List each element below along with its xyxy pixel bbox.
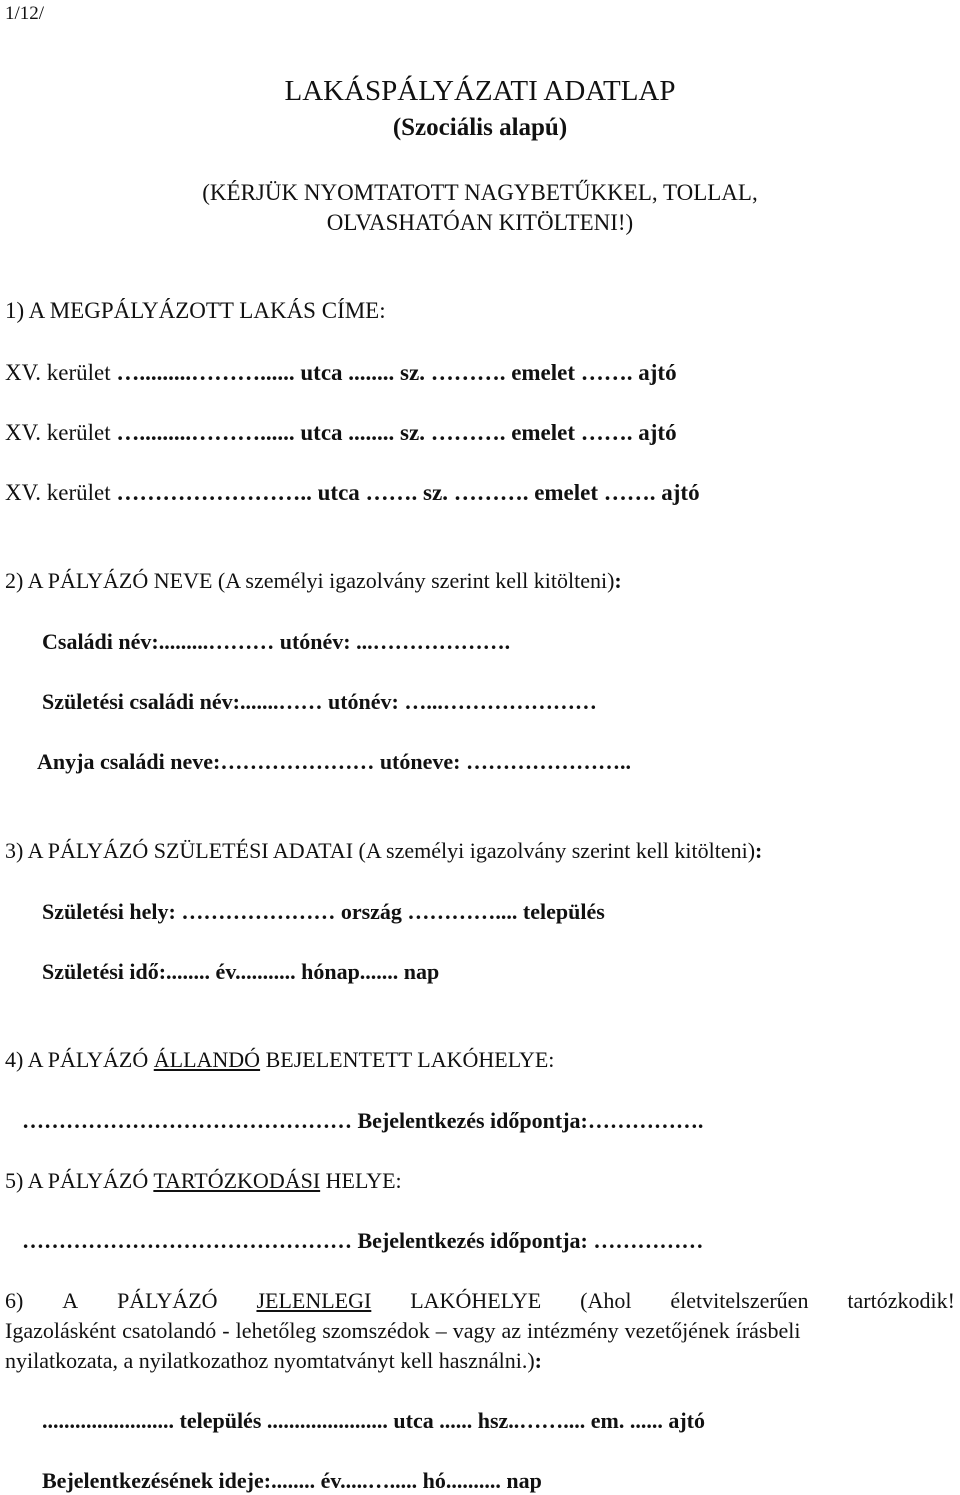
- address-fill: ….........………...... utca ........ sz. ………. emelet ……. ajtó: [110, 420, 677, 445]
- section-6-word-underlined: JELENLEGI: [256, 1288, 372, 1313]
- address-prefix: XV. kerület: [5, 360, 111, 385]
- section-6-note-line-2: Igazolásként csatolandó - lehetőleg szomszédok – vagy az intézmény vezetőjének írásbeli: [5, 1318, 801, 1343]
- section-6-note-line-3: [5, 1350, 542, 1372]
- address-line: [5, 421, 677, 444]
- section-3-heading: [5, 840, 762, 862]
- address-prefix: XV. kerület: [5, 480, 111, 505]
- section-3-heading-colon: :: [755, 838, 763, 863]
- address-prefix: XV. kerület: [5, 420, 111, 445]
- section-6-note-word: tartózkodik!: [847, 1288, 955, 1313]
- section-6-word: LAKÓHELYE: [410, 1288, 542, 1313]
- section-4-heading-b: BEJELENTETT LAKÓHELYE:: [260, 1047, 555, 1072]
- address-fill: ….........………...... utca ........ sz. ………. emelet ……. ajtó: [110, 360, 677, 385]
- address-line: [5, 481, 700, 504]
- section-2-heading: [5, 570, 622, 592]
- section-4-heading-a: 4) A PÁLYÁZÓ: [5, 1047, 154, 1072]
- page-number: 1/12/: [5, 3, 45, 24]
- address-fill: …………………….. utca ……. sz. ………. emelet ……. ajtó: [110, 480, 700, 505]
- section-6-heading: [5, 1290, 955, 1312]
- registration-date-field: Bejelentkezésének ideje:........ év.....…..... hó.......... nap: [42, 1468, 542, 1493]
- section-2-heading-note: (A személyi igazolvány szerint kell kitölteni): [212, 568, 615, 593]
- section-2-heading-title: 2) A PÁLYÁZÓ NEVE: [5, 568, 213, 593]
- section-5-heading-underlined: TARTÓZKODÁSI: [153, 1168, 321, 1193]
- permanent-residence-field: ……………………………………… Bejelentkezés időpontja:…………….: [22, 1108, 704, 1133]
- temporary-residence-field: ……………………………………… Bejelentkezés időpontja: ……………: [22, 1228, 704, 1253]
- address-line: [5, 361, 677, 384]
- section-6-word: A: [62, 1288, 79, 1313]
- section-6-note-word: (Ahol: [580, 1288, 632, 1313]
- current-address-field: ........................ település ...................... utca ...... hsz..…….... em. ...... ajtó: [42, 1408, 706, 1433]
- section-3-heading-title: 3) A PÁLYÁZÓ SZÜLETÉSI ADATAI: [5, 838, 354, 863]
- section-6-note-line-3-colon: :: [534, 1348, 542, 1373]
- birth-place-field: Születési hely: ………………… ország ………….... település: [42, 899, 605, 924]
- section-1-heading: 1) A MEGPÁLYÁZOTT LAKÁS CÍME:: [5, 298, 386, 323]
- birth-date-field: Születési idő:........ év........... hónap....... nap: [42, 959, 440, 984]
- family-name-field: Családi név:.........……… utónév: ...……………….: [42, 629, 511, 654]
- section-3-heading-note: (A személyi igazolvány szerint kell kitölteni): [353, 838, 756, 863]
- section-6-word: PÁLYÁZÓ: [117, 1288, 218, 1313]
- section-6-note-line-3-text: nyilatkozata, a nyilatkozathoz nyomtatványt kell használni.): [5, 1348, 535, 1373]
- form-subtitle: (Szociális alapú): [392, 114, 568, 141]
- section-4-heading: [5, 1049, 554, 1071]
- section-6-word: 6): [5, 1288, 24, 1313]
- section-5-heading: [5, 1170, 402, 1192]
- birth-family-name-field: Születési családi név:.......…… utónév: …...…………………: [42, 689, 597, 714]
- mother-name-field: Anyja családi neve:………………… utóneve: …………………..: [37, 749, 631, 774]
- section-2-heading-colon: :: [614, 568, 622, 593]
- section-5-heading-b: HELYE:: [320, 1168, 402, 1193]
- instruction-line-2: OLVASHATÓAN KITÖLTENI!): [326, 210, 634, 235]
- section-6-note-word: életvitelszerűen: [670, 1288, 809, 1313]
- section-4-heading-underlined: ÁLLANDÓ: [153, 1047, 261, 1072]
- section-5-heading-a: 5) A PÁLYÁZÓ: [5, 1168, 154, 1193]
- form-title: LAKÁSPÁLYÁZATI ADATLAP: [284, 75, 676, 107]
- instruction-line-1: (KÉRJÜK NYOMTATOTT NAGYBETŰKKEL, TOLLAL,: [202, 180, 758, 205]
